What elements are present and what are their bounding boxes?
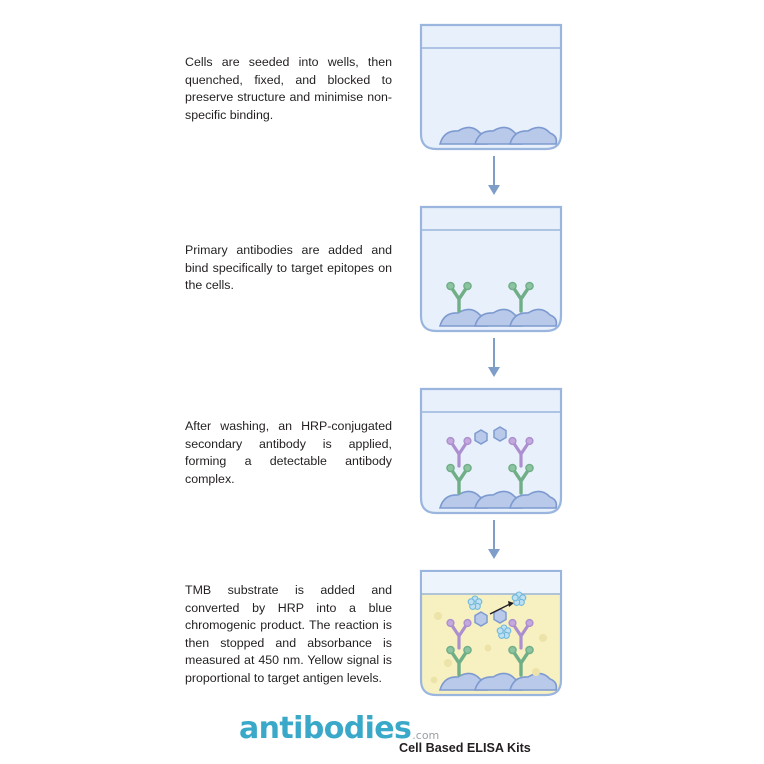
arrow-3-4 xyxy=(484,520,504,565)
step-3-illustration xyxy=(418,386,564,516)
step-2 xyxy=(0,204,764,334)
step-2-text: Primary antibodies are added and bind specifically to target epitopes on the cells. xyxy=(185,243,392,292)
arrow-2-3 xyxy=(484,338,504,383)
logo-wordmark: antibodies xyxy=(239,711,412,746)
step-3-text: After washing, an HRP-conjugated secondary antibody is applied, forming a detectable antibody complex. xyxy=(185,419,392,486)
footer xyxy=(0,711,764,764)
well-with-primary-antibodies xyxy=(418,204,564,334)
step-2-illustration xyxy=(418,204,564,334)
arrow-1-2 xyxy=(484,156,504,201)
step-4-illustration xyxy=(418,568,564,698)
well-with-tmb-substrate xyxy=(418,568,564,698)
step-1-text: Cells are seeded into wells, then quenched, fixed, and blocked to preserve structure and minimise non-specific binding. xyxy=(185,55,392,122)
step-1-illustration xyxy=(418,22,564,152)
logo-dotcom: .com xyxy=(412,729,440,742)
step-3 xyxy=(0,386,764,516)
step-1 xyxy=(0,22,764,152)
step-4 xyxy=(0,568,764,698)
step-4-text: TMB substrate is added and converted by HRP into a blue chromogenic product. The reaction is then stopped and absorbance is measured at 450 nm. Yellow signal is proportional to target antigen levels. xyxy=(185,583,392,685)
well-with-secondary-antibodies xyxy=(418,386,564,516)
antibodies-logo[interactable] xyxy=(239,711,440,746)
well-with-cells xyxy=(418,22,564,152)
footer-caption: Cell Based ELISA Kits xyxy=(399,741,531,755)
